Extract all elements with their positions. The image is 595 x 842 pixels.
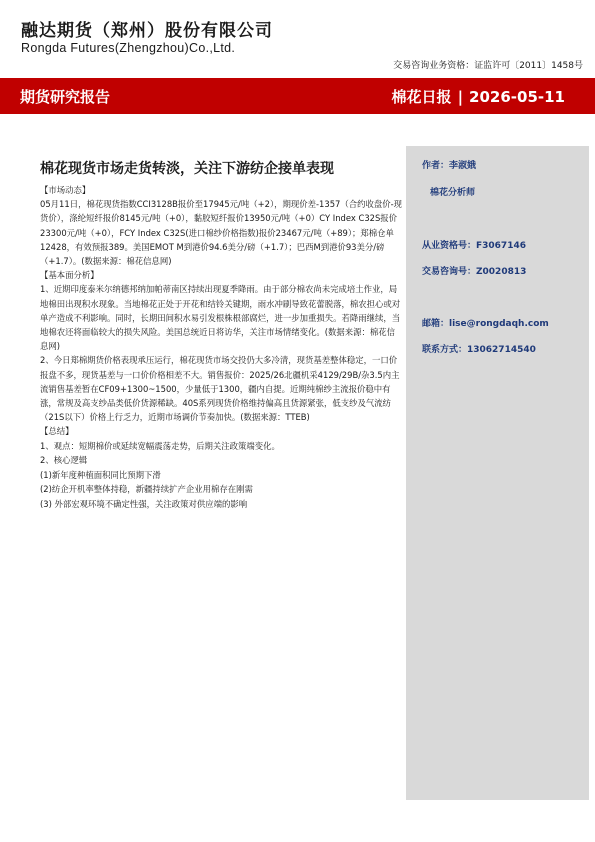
basic-point-1: 1、近期印度泰米尔纳德邦纳加帕蒂南区持续出现夏季降雨。由于部分棉农尚未完成培土作业，局地棉田出现积水现象。当地棉花正处于开花和结铃关键期，雨水冲刷导致花蕾脱落，棉农担心或对单产造成不利影响。同时，长期田间积水易引发根株根部腐烂，进一步加重损失。若降雨继续，当地棉农还将面临较大的损失风险。美国总统近日将访华，关注市场情绪变化。(数据来源：棉花信息网) bbox=[40, 284, 401, 352]
consult-number: 交易咨询号：Z0020813 bbox=[422, 267, 527, 277]
logic-item-2: (2)纺企开机率整体持稳，新疆持续扩产企业用棉存在刚需 bbox=[40, 484, 253, 495]
author-phone: 联系方式：13062714540 bbox=[422, 345, 536, 355]
basic-point-2: 2、今日郑棉期货价格表现承压运行，棉花现货市场交投仍大多冷清，现货基差整体稳定，一口价报盘不多，现货基差与一口价价格相差不大。销售报价：2025/26北疆机采4129/29B/杂3.5内主流销售基差暂在CF09+1300~1500，少量低于1300，疆内自提。近期纯棉纱主流报价稳中有涨，常规及高支纱品类低价货源稀缺。40S系列现货价格维持偏高且货源紧张，低支纱及气流纺（21S以下）价格上行乏力，近期市场调价节奏加快。(数据来源：TTEB) bbox=[40, 355, 400, 423]
report-banner bbox=[0, 78, 595, 114]
author-name: 作者：李淑娥 bbox=[422, 161, 477, 171]
basic-header: 【基本面分析】 bbox=[40, 270, 99, 281]
report-title: 棉花现货市场走货转淡，关注下游纺企接单表现 bbox=[40, 161, 334, 177]
market-text: 05月11日，棉花现货指数CCI3128B报价至17945元/吨（+2），期现价差-1357（合约收盘价-现货价），涤纶短纤报价8145元/吨（+0），黏胶短纤报价13950元/吨（+0）CY Index C32S报价23300元/吨（+0），FCY Index C32S(进口棉纱价格指数)报价23467元/吨（+89）；郑棉仓单12428，有效预报389。美国EMOT M到港价94.6美分/磅（+1.7）；巴西M到港价93美分/磅（+1.7）。(数据来源：棉花信息网) bbox=[40, 199, 403, 267]
summary-header: 【总结】 bbox=[40, 426, 74, 437]
qualification-number: 从业资格号：F3067146 bbox=[422, 241, 526, 251]
report-body bbox=[40, 183, 402, 512]
author-role: 棉花分析师 bbox=[430, 188, 476, 198]
logic-item-1: (1)新年度种植面积同比预期下滑 bbox=[40, 469, 161, 480]
market-header: 【市场动态】 bbox=[40, 185, 91, 195]
logic-item-3: (3) 外部宏观环境不确定性强，关注政策对供应端的影响 bbox=[40, 499, 248, 510]
company-name-cn: 融达期货（郑州）股份有限公司 bbox=[21, 21, 273, 41]
company-name-en: Rongda Futures(Zhengzhou)Co.,Ltd. bbox=[21, 41, 236, 55]
banner-report-type: 期货研究报告 bbox=[20, 88, 111, 106]
banner-separator: | bbox=[457, 88, 464, 106]
banner-product: 棉花日报 bbox=[391, 88, 452, 106]
summary-view: 1、观点：短期棉价或延续宽幅震荡走势，后期关注政策端变化。 bbox=[40, 440, 280, 451]
author-email[interactable]: 邮箱：lise@rongdaqh.com bbox=[422, 319, 549, 329]
banner-date: 2026-05-11 bbox=[469, 88, 565, 106]
banner-product-date bbox=[392, 86, 565, 107]
summary-logic-header: 2、核心逻辑 bbox=[40, 455, 88, 466]
author-sidebar bbox=[406, 146, 589, 800]
license-info: 交易咨询业务资格：证监许可〔2011〕1458号 bbox=[393, 61, 583, 71]
